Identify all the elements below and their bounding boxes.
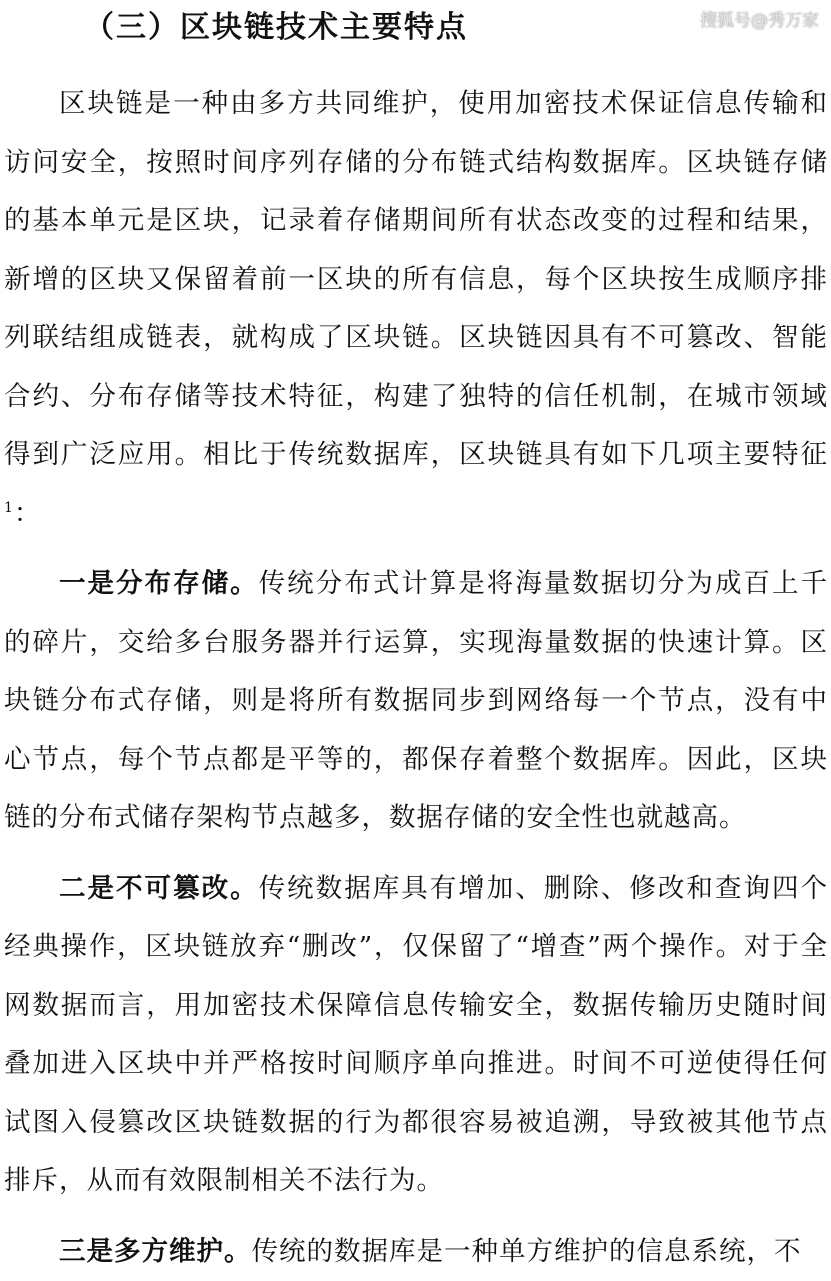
paragraph-immutability [4, 860, 828, 1211]
paragraph-text: 传统数据库具有增加、删除、修改和查询四个经典操作，区块链放弃“删改”，仅保留了“增查”两个操作。对于全网数据而言，用加密技术保障信息传输安全，数据传输历史随时间叠加进入区块中并严格按时间顺序单向推进。时间不可逆使得任何试图入侵篡改区块链数据的行为都很容易被追溯，导致被其他节点排斥，从而有效限制相关不法行为。 [4, 873, 828, 1197]
section-heading: （三）区块链技术主要特点 [84, 4, 468, 52]
footnote-marker[interactable]: 1 [4, 500, 14, 516]
paragraph-text: 传统分布式计算是将海量数据切分为成百上千的碎片，交给多台服务器并行运算，实现海量数据的快速计算。区块链分布式存储，则是将所有数据同步到网络每一个节点，没有中心节点，每个节点都是平等的，都保存着整个数据库。因此，区块链的分布式储存架构节点越多，数据存储的安全性也就越高。 [4, 568, 828, 833]
paragraph-text: 传统的数据库是一种单方维护的信息系统，不 [252, 1236, 802, 1267]
paragraph-distributed-storage [4, 555, 828, 848]
paragraph-tail: ： [14, 498, 42, 529]
paragraph-multi-party-maintenance [4, 1223, 828, 1281]
paragraph-lead: 二是不可篡改。 [59, 873, 259, 904]
watermark: 搜狐号@秀万家 [700, 6, 819, 31]
paragraph-text: 区块链是一种由多方共同维护，使用加密技术保证信息传输和访问安全，按照时间序列存储的分布链式结构数据库。区块链存储的基本单元是区块，记录着存储期间所有状态改变的过程和结果，新增的区块又保留着前一区块的所有信息，每个区块按生成顺序排列联结组成链表，就构成了区块链。区块链因具有不可篡改、智能合约、分布存储等技术特征，构建了独特的信任机制，在城市领域得到广泛应用。相比于传统数据库，区块链具有如下几项主要特征 [4, 88, 828, 470]
body-text [4, 75, 828, 1281]
paragraph-intro [4, 75, 828, 543]
paragraph-lead: 一是分布存储。 [59, 568, 259, 599]
paragraph-lead: 三是多方维护。 [59, 1236, 252, 1267]
